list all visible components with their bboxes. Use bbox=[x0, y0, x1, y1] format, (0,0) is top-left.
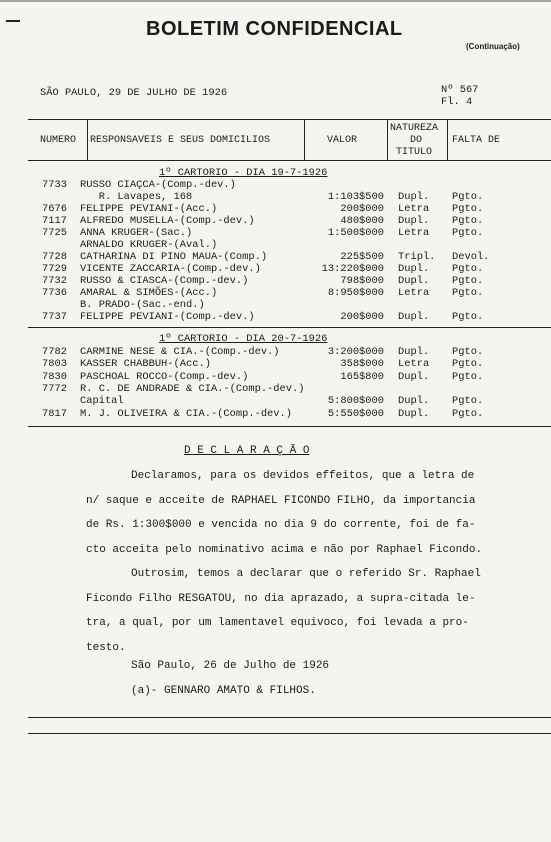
row-natureza: Letra bbox=[398, 358, 430, 371]
row-name: ANNA KRUGER-(Sac.) bbox=[80, 227, 193, 239]
col-divider bbox=[387, 120, 388, 160]
declaration-line: testo. bbox=[86, 641, 126, 654]
row-valor: 5:800$000 bbox=[327, 395, 384, 408]
bulletin-number: Nº 567 bbox=[441, 84, 479, 96]
row-valor: 13:220$000 bbox=[321, 263, 384, 275]
row-natureza: Dupl. bbox=[398, 395, 430, 408]
row-natureza: Dupl. bbox=[398, 311, 430, 323]
col-divider bbox=[304, 120, 305, 160]
page-title: BOLETIM CONFIDENCIAL bbox=[146, 18, 403, 40]
declaration-line: de Rs. 1:300$000 e vencida no dia 9 do corrente, foi de fa- bbox=[86, 519, 476, 531]
place-date: SÃO PAULO, 29 DE JULHO DE 1926 bbox=[40, 87, 228, 99]
row-falta: Pgto. bbox=[452, 407, 484, 420]
row-valor: 5:550$000 bbox=[327, 407, 384, 420]
col-header-natureza-3: TITULO bbox=[396, 147, 433, 158]
row-number: 7830 bbox=[42, 370, 67, 383]
row-valor: 480$000 bbox=[340, 215, 384, 227]
row-valor: 200$000 bbox=[340, 203, 384, 215]
row-name: CATHARINA DI PINO MAUA-(Comp.) bbox=[80, 251, 268, 263]
declaration-date: São Paulo, 26 de Julho de 1926 bbox=[131, 660, 330, 672]
declaration-line: Declaramos, para os devidos effeitos, que a letra de bbox=[131, 470, 475, 482]
row-number: 7732 bbox=[42, 275, 67, 287]
row-natureza: Letra bbox=[398, 227, 430, 239]
row-name: ALFREDO MUSELLA-(Comp.-dev.) bbox=[80, 215, 255, 227]
row-name: PASCHOAL ROCCO-(Comp.-dev.) bbox=[80, 370, 249, 383]
row-number: 7728 bbox=[42, 251, 67, 263]
declaration-heading: D E C L A R A Ç Ã O bbox=[184, 445, 310, 457]
declaration-line: n/ saque e acceite de RAPHAEL FICONDO FILHO, da importancia bbox=[86, 494, 476, 507]
row-falta: Pgto. bbox=[452, 191, 484, 203]
row-valor: 1:500$000 bbox=[327, 227, 384, 239]
row-number: 7117 bbox=[42, 215, 67, 227]
row-name: B. PRADO-(Sac.-end.) bbox=[80, 299, 205, 311]
row-number: 7737 bbox=[42, 311, 67, 323]
row-name: Capital bbox=[80, 395, 124, 408]
table-bottom-rule bbox=[28, 426, 551, 427]
row-falta: Pgto. bbox=[452, 203, 484, 215]
footer-rule bbox=[28, 733, 551, 734]
row-valor: 200$000 bbox=[340, 311, 384, 323]
row-falta: Pgto. bbox=[452, 227, 484, 239]
row-falta: Devol. bbox=[452, 251, 490, 263]
row-natureza: Dupl. bbox=[398, 263, 430, 275]
row-number: 7782 bbox=[42, 346, 67, 358]
row-number: 7817 bbox=[42, 407, 67, 420]
declaration-signature: (a)- GENNARO AMATO & FILHOS. bbox=[131, 685, 316, 697]
col-divider bbox=[87, 120, 88, 160]
footer-rule bbox=[28, 717, 551, 718]
row-number: 7803 bbox=[42, 358, 67, 371]
row-number: 7733 bbox=[42, 179, 67, 191]
section-rule bbox=[28, 327, 551, 328]
section-heading: 1º CARTORIO - DIA 19-7-1926 bbox=[159, 167, 328, 179]
col-header-natureza-2: DO bbox=[410, 135, 423, 146]
row-number: 7676 bbox=[42, 203, 67, 215]
row-natureza: Tripl. bbox=[398, 251, 436, 263]
col-divider bbox=[447, 120, 448, 160]
row-name: M. J. OLIVEIRA & CIA.-(Comp.-dev.) bbox=[80, 407, 293, 420]
row-falta: Pgto. bbox=[452, 346, 484, 358]
corner-mark bbox=[6, 20, 20, 22]
row-number: 7729 bbox=[42, 263, 67, 275]
declaration-line: cto acceita pelo nominativo acima e não por Raphael Ficondo. bbox=[86, 543, 483, 556]
row-name: VICENTE ZACCARIA-(Comp.-dev.) bbox=[80, 263, 261, 275]
row-name: CARMINE NESE & CIA.-(Comp.-dev.) bbox=[80, 346, 280, 358]
col-header-numero: NUMERO bbox=[40, 135, 77, 146]
row-name: AMARAL & SIMÕES-(Acc.) bbox=[80, 287, 218, 299]
declaration-line: Ficondo Filho RESGATOU, no dia aprazado, a supra-citada le- bbox=[86, 592, 476, 605]
row-name: FELIPPE PEVIANI-(Acc.) bbox=[80, 203, 218, 215]
row-valor: 798$000 bbox=[340, 275, 384, 287]
table-header-rule bbox=[28, 160, 551, 161]
row-natureza: Letra bbox=[398, 287, 430, 299]
row-name: R. C. DE ANDRADE & CIA.-(Comp.-dev.) bbox=[80, 382, 305, 395]
row-falta: Pgto. bbox=[452, 215, 484, 227]
row-number: 7736 bbox=[42, 287, 67, 299]
row-falta: Pgto. bbox=[452, 395, 484, 408]
row-natureza: Dupl. bbox=[398, 275, 430, 287]
row-natureza: Dupl. bbox=[398, 370, 430, 383]
row-falta: Pgto. bbox=[452, 370, 484, 383]
row-valor: 3:200$000 bbox=[327, 346, 384, 358]
row-valor: 358$000 bbox=[340, 358, 384, 371]
row-natureza: Dupl. bbox=[398, 215, 430, 227]
declaration-line: Outrosim, temos a declarar que o referido Sr. Raphael bbox=[131, 568, 481, 580]
top-edge-mark bbox=[0, 0, 551, 2]
col-header-falta: FALTA DE bbox=[452, 135, 501, 146]
row-name: RUSSO CIAÇCA-(Comp.-dev.) bbox=[80, 179, 236, 191]
col-header-valor: VALOR bbox=[327, 135, 358, 146]
row-valor: 165$800 bbox=[340, 370, 384, 383]
row-name: FELIPPE PEVIANI-(Comp.-dev.) bbox=[80, 311, 255, 323]
row-valor: 8:950$000 bbox=[327, 287, 384, 299]
col-header-responsaveis: RESPONSAVEIS E SEUS DOMICILIOS bbox=[90, 135, 271, 146]
continuation-label: (Continuação) bbox=[466, 42, 520, 51]
row-natureza: Dupl. bbox=[398, 407, 430, 420]
row-falta: Pgto. bbox=[452, 263, 484, 275]
col-header-natureza-1: NATUREZA bbox=[390, 123, 439, 134]
row-number: 7772 bbox=[42, 382, 67, 395]
row-falta: Pgto. bbox=[452, 311, 484, 323]
row-valor: 1:103$500 bbox=[327, 191, 384, 203]
row-name: KASSER CHABBUH-(Acc.) bbox=[80, 358, 211, 371]
row-natureza: Dupl. bbox=[398, 346, 430, 358]
row-number: 7725 bbox=[42, 227, 67, 239]
row-falta: Pgto. bbox=[452, 287, 484, 299]
table-top-rule bbox=[28, 119, 551, 120]
row-valor: 225$500 bbox=[340, 251, 384, 263]
declaration-line: tra, a qual, por um lamentavel equivoco, foi levada a pro- bbox=[86, 617, 469, 629]
section-heading: 1º CARTORIO - DIA 20-7-1926 bbox=[159, 333, 328, 345]
row-natureza: Dupl. bbox=[398, 191, 430, 203]
row-falta: Pgto. bbox=[452, 358, 484, 371]
row-name: ARNALDO KRUGER-(Aval.) bbox=[80, 239, 218, 251]
sheet-number: Fl. 4 bbox=[441, 96, 473, 108]
row-name: R. Lavapes, 168 bbox=[80, 191, 193, 203]
row-falta: Pgto. bbox=[452, 275, 484, 287]
row-natureza: Letra bbox=[398, 203, 430, 215]
row-name: RUSSO & CIASCA-(Comp.-dev.) bbox=[80, 275, 249, 287]
